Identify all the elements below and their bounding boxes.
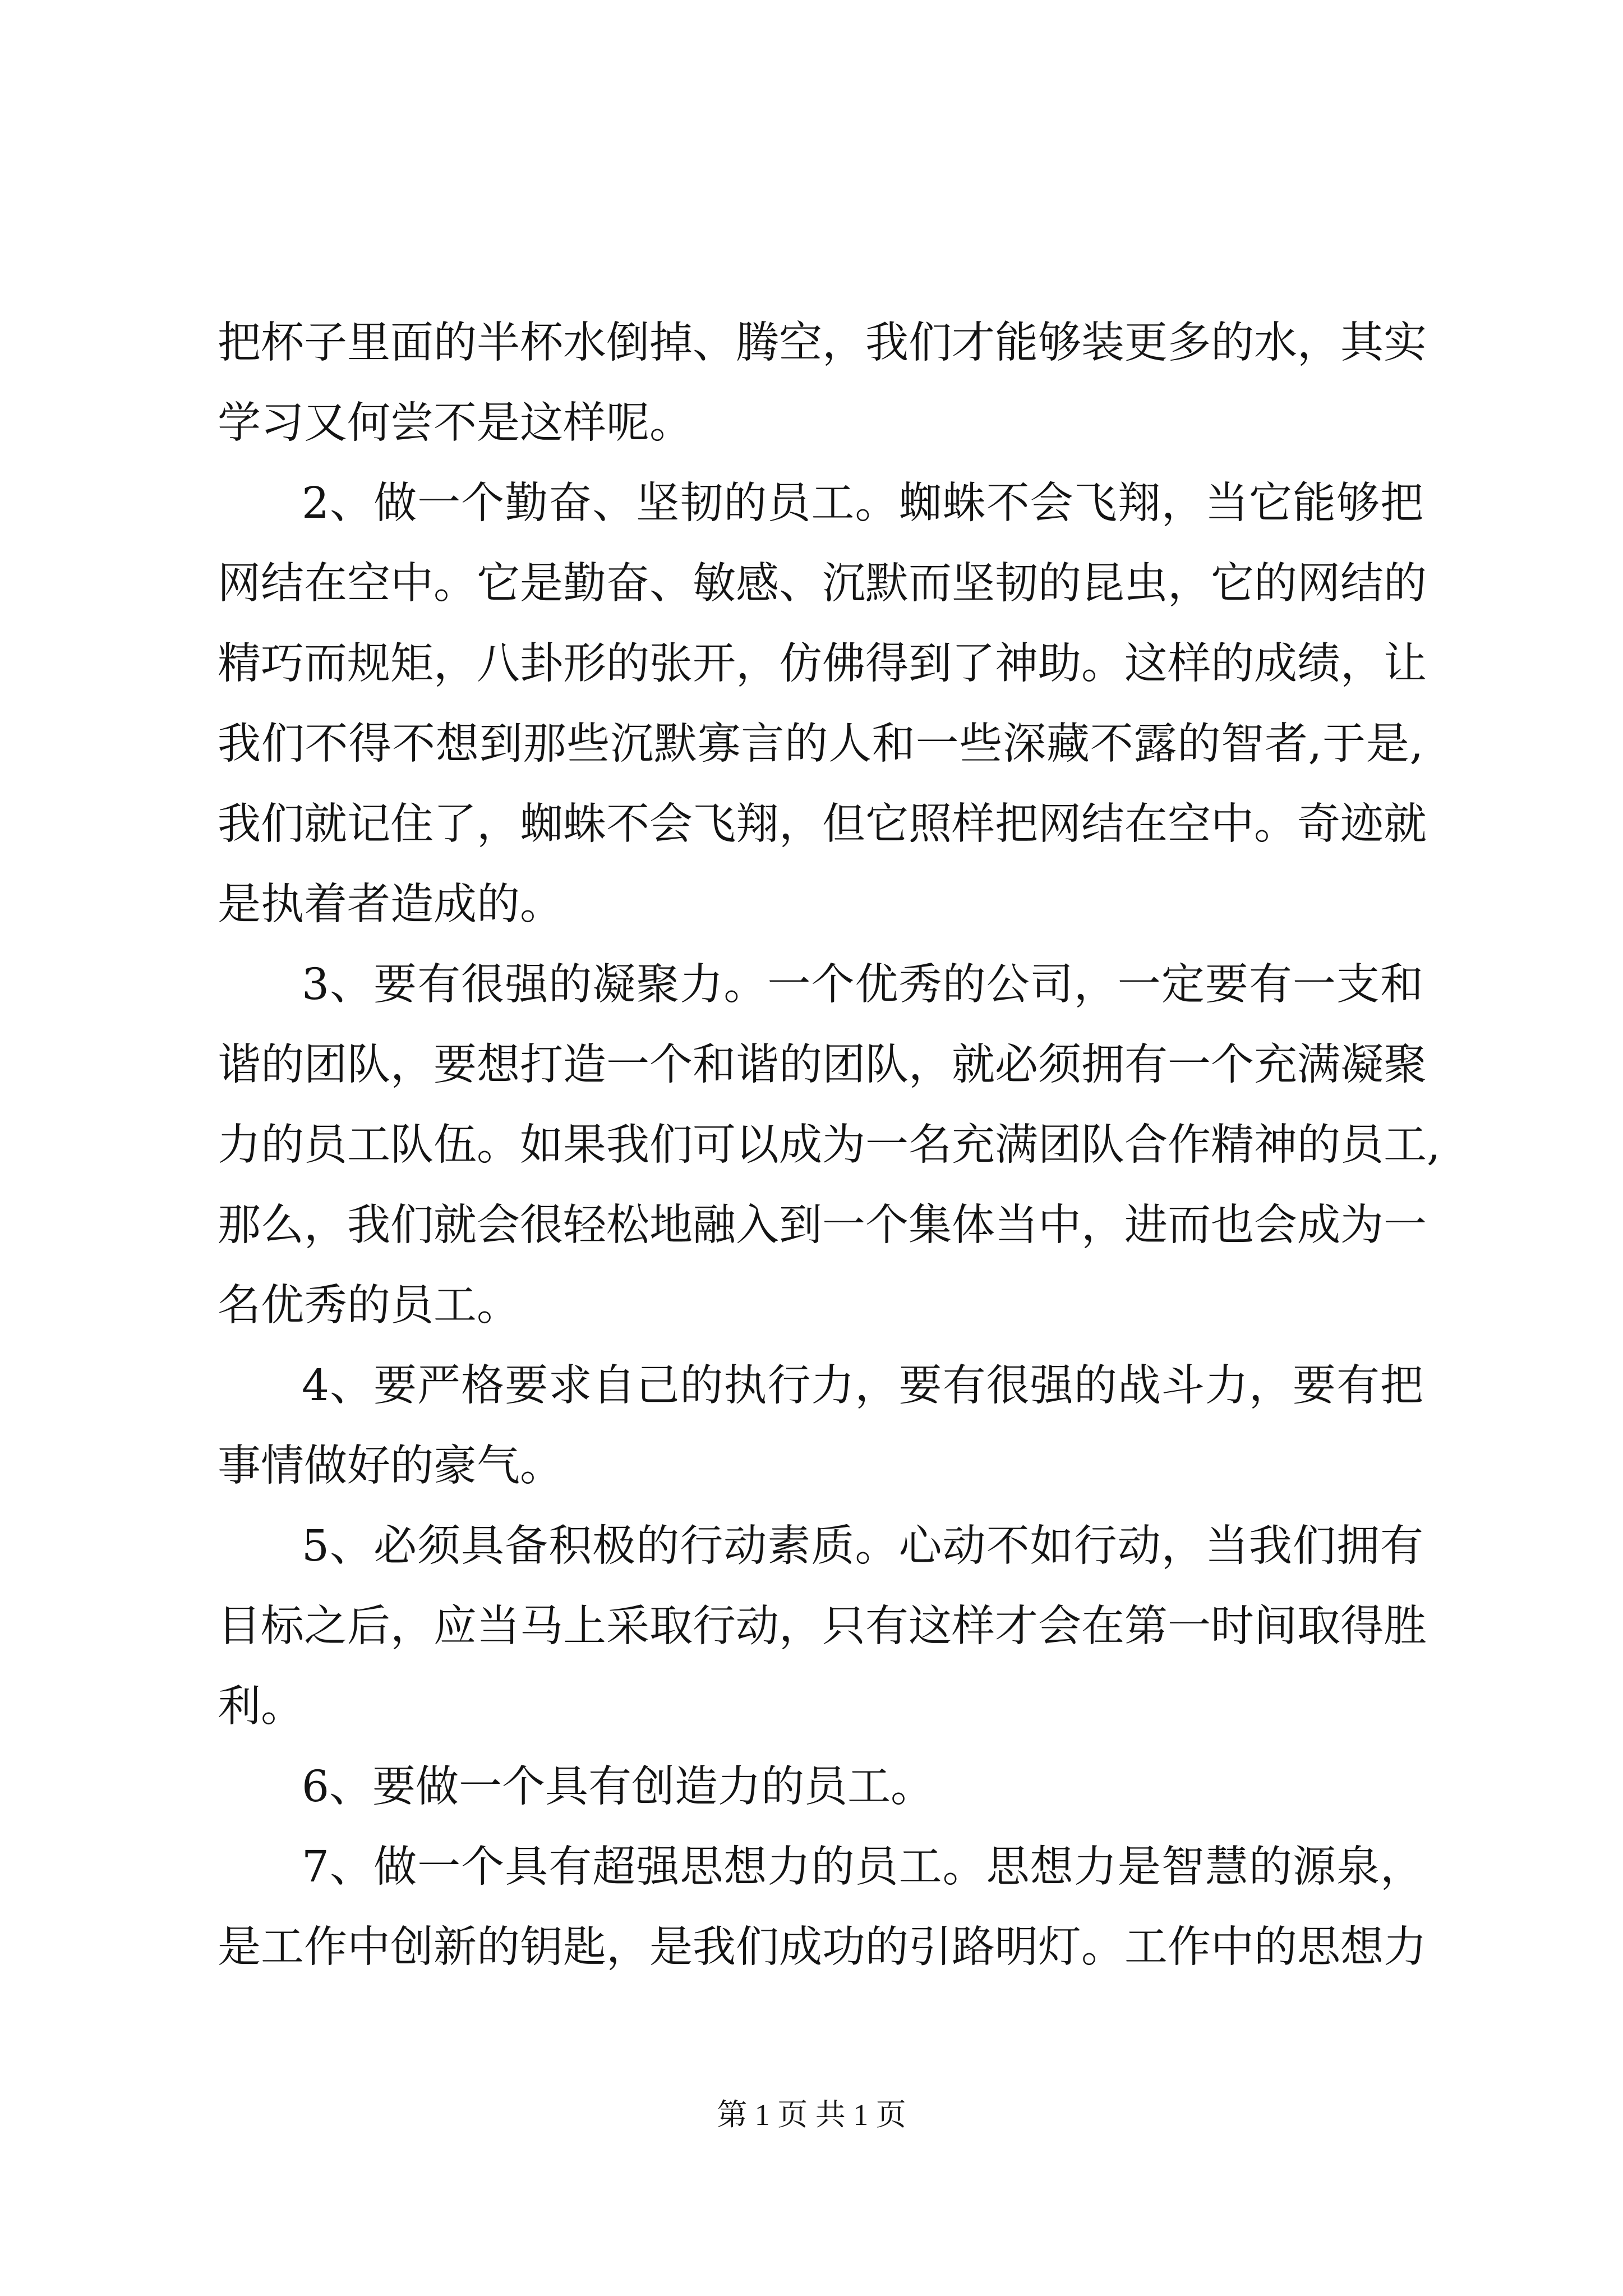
text-line: 精巧而规矩，八卦形的张开，仿佛得到了神助。这样的成绩，让 [218,639,1427,689]
page-footer: 第 1 页 共 1 页 [717,2098,906,2132]
text-line: 利。 [218,1682,304,1732]
text-line: 7、做一个具有超强思想力的员工。思想力是智慧的源泉， [302,1842,1423,1892]
text-line: 是执着者造成的。 [218,880,563,930]
text-line: 那么，我们就会很轻松地融入到一个集体当中，进而也会成为一 [218,1200,1427,1250]
paragraph-7 [218,1827,1427,1987]
text-line: 3、要有很强的凝聚力。一个优秀的公司，一定要有一支和 [302,960,1423,1010]
paragraph-5 [218,1506,1427,1747]
text-line: 事情做好的豪气。 [218,1441,563,1491]
text-line: 力的员工队伍。如果我们可以成为一名充满团队合作精神的员工, [218,1120,1441,1170]
paragraph-2 [218,463,1427,945]
text-line: 目标之后，应当马上采取行动，只有这样才会在第一时间取得胜 [218,1602,1427,1651]
text-line: 5、必须具备积极的行动素质。心动不如行动，当我们拥有 [302,1521,1423,1571]
paragraph-3 [218,945,1441,1346]
text-line: 2、做一个勤奋、坚韧的员工。蜘蛛不会飞翔，当它能够把 [302,478,1423,528]
text-line: 把杯子里面的半杯水倒掉、腾空，我们才能够装更多的水，其实 [218,318,1427,368]
text-line: 6、要做一个具有创造力的员工。 [302,1762,934,1812]
text-line: 学习又何尝不是这样呢。 [218,398,693,448]
text-line: 是工作中创新的钥匙，是我们成功的引路明灯。工作中的思想力 [218,1922,1427,1972]
text-line: 网结在空中。它是勤奋、敏感、沉默而坚韧的昆虫，它的网结的 [218,559,1427,609]
paragraph-1 [218,303,1427,463]
text-line: 我们不得不想到那些沉默寡言的人和一些深藏不露的智者,于是, [218,719,1423,769]
text-line: 4、要严格要求自己的执行力，要有很强的战斗力，要有把 [302,1361,1423,1411]
text-line: 我们就记住了，蜘蛛不会飞翔，但它照样把网结在空中。奇迹就 [218,799,1427,849]
paragraph-6 [218,1747,1423,1827]
paragraph-4 [218,1346,1423,1506]
text-line: 名优秀的员工。 [218,1281,520,1331]
document-body [218,303,1441,1987]
text-line: 谐的团队，要想打造一个和谐的团队，就必须拥有一个充满凝聚 [218,1040,1427,1090]
